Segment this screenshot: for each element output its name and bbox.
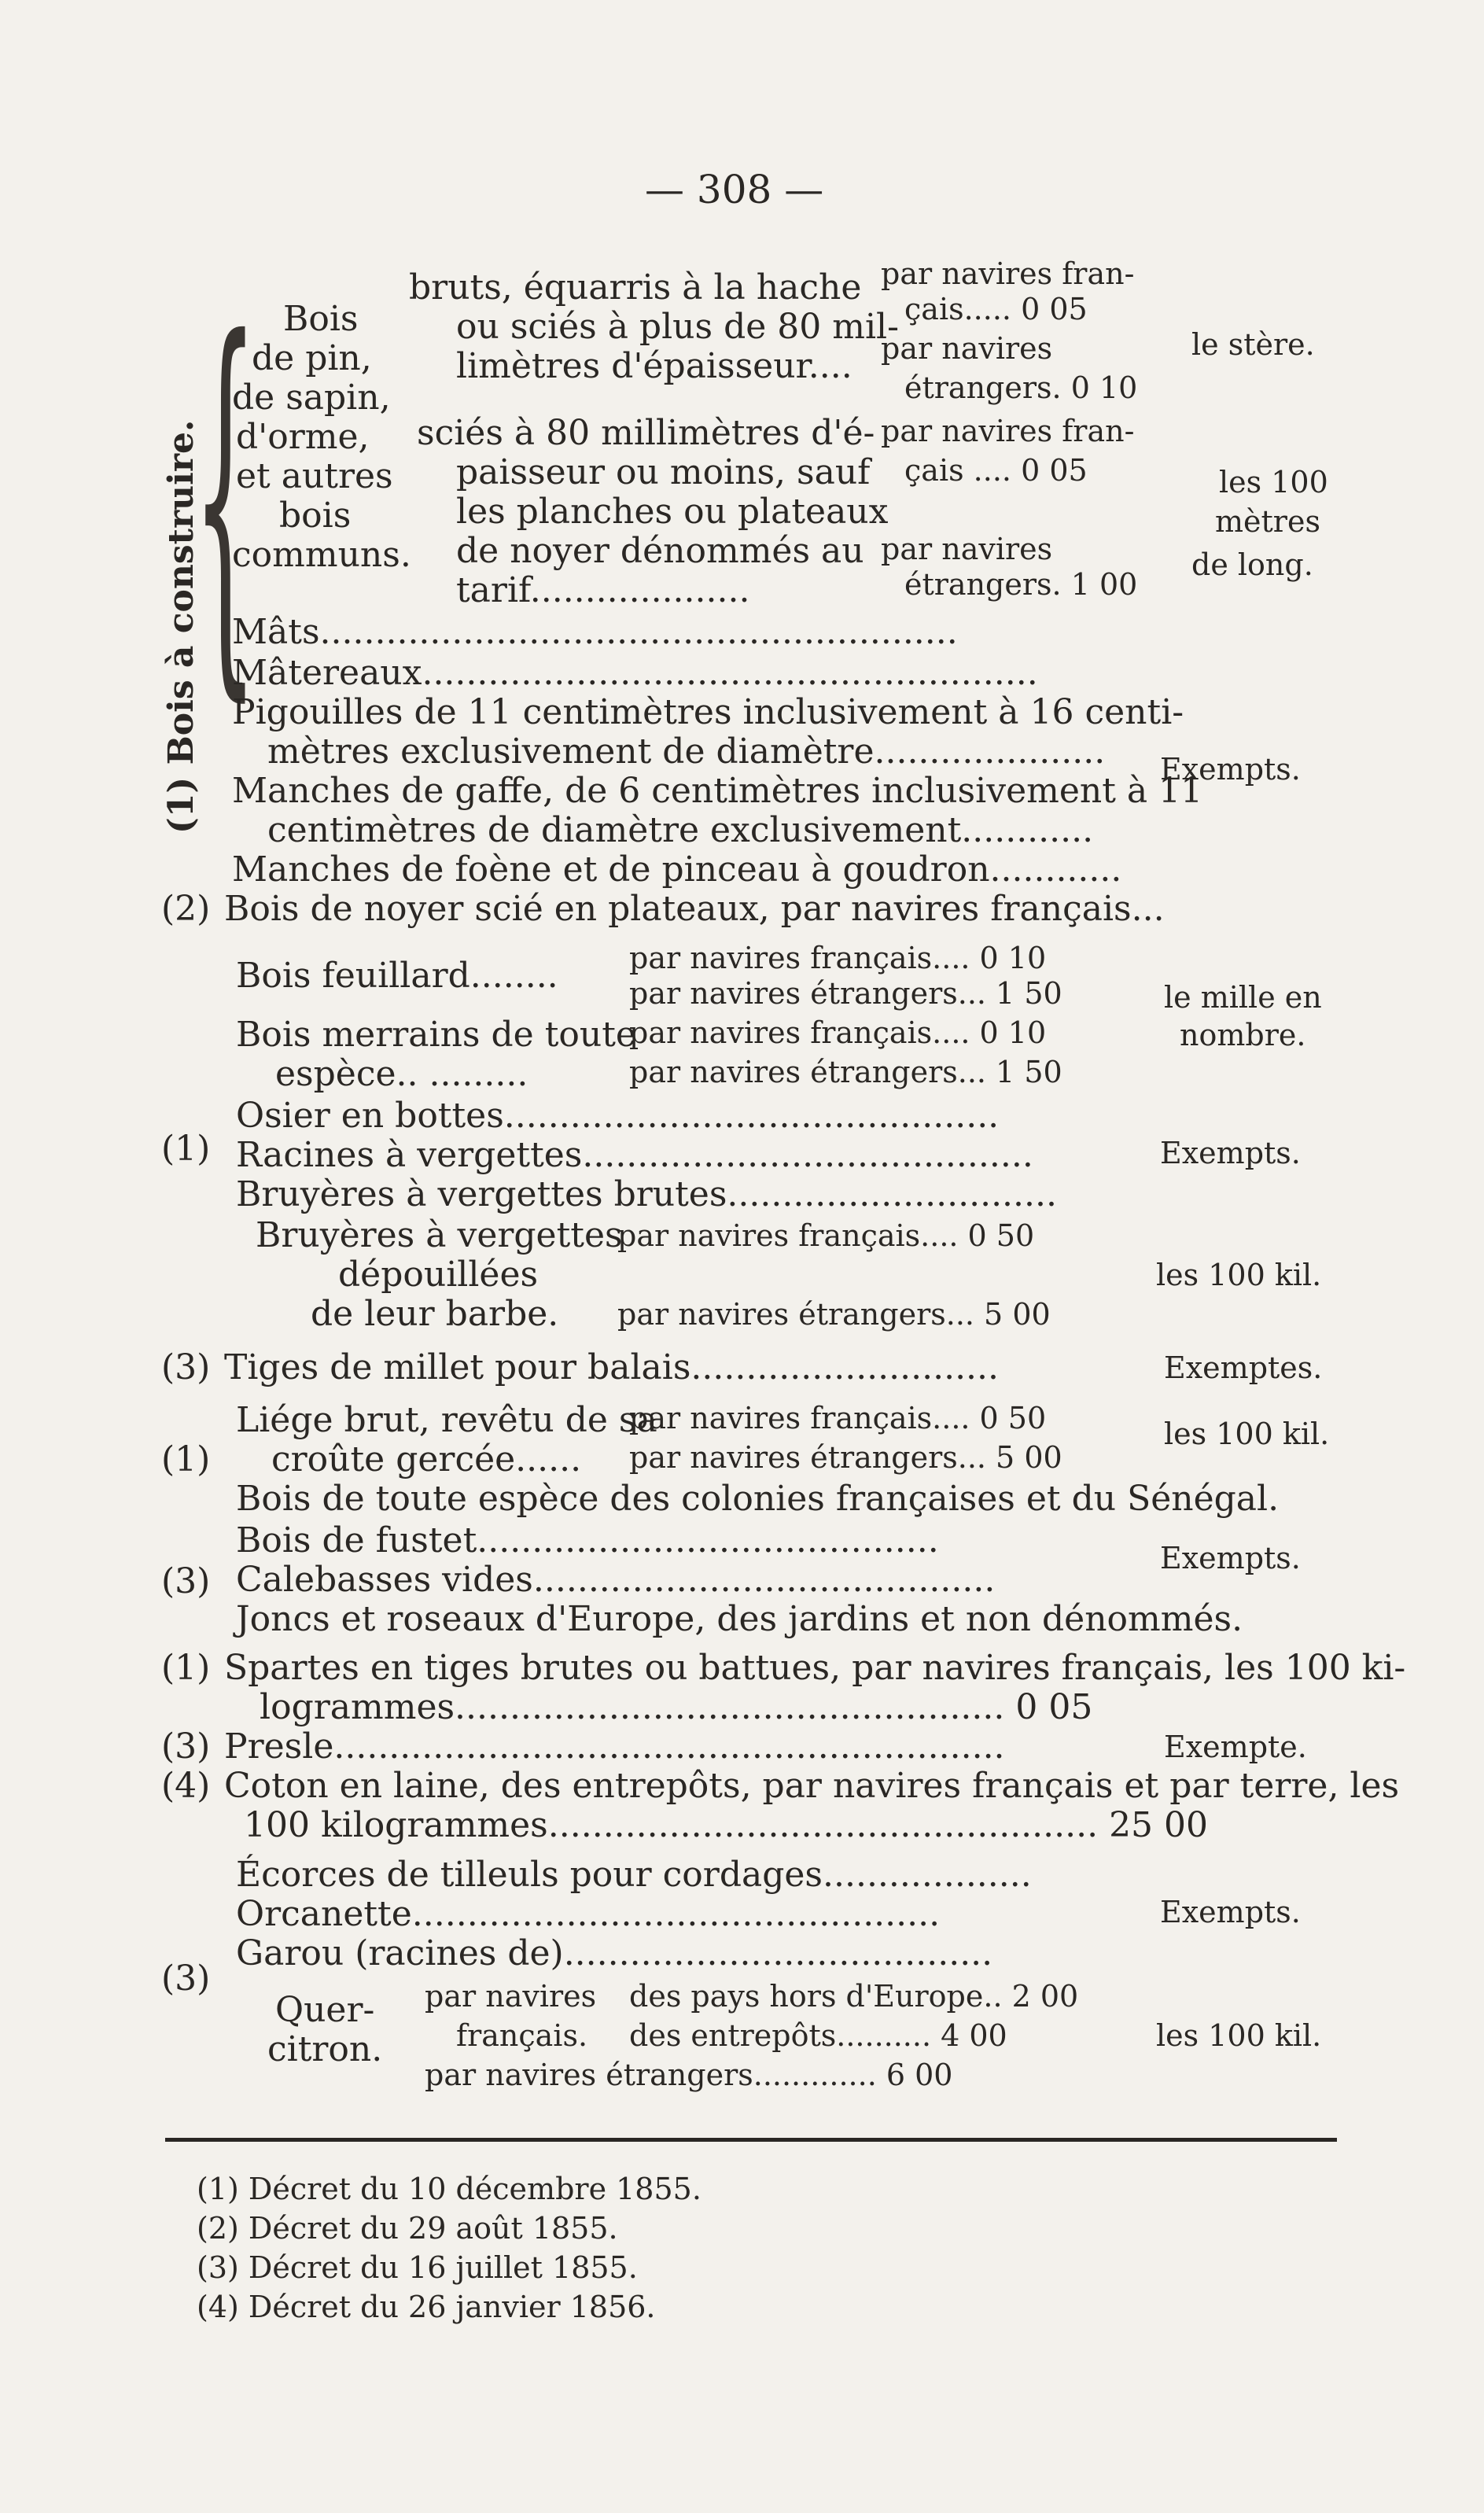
item-line: Mâtereaux........................................................ [232,653,1038,693]
title-line: d'orme, [236,417,370,457]
rate-line: par navires étrangers... 5 00 [617,1297,1051,1332]
section-text: Bois de noyer scié en plateaux, par navires français... [224,889,1165,929]
section-text: logrammes.................................................. 0 05 [260,1687,1093,1727]
unit-label: le stère. [1191,327,1315,362]
rate-line: par navires étrangers............. 6 00 [425,2058,953,2092]
unit-label: le mille en [1164,980,1322,1015]
item-line: espèce.. ......... [275,1054,528,1094]
group-b-line: paisseur ou moins, sauf [456,452,871,492]
item-line: Quer- [275,1990,375,2030]
page-number: — 308 — [645,167,824,212]
rate-line: étrangers. 0 10 [904,370,1138,405]
status-label: Exemptes. [1164,1350,1323,1385]
unit-label: nombre. [1180,1018,1306,1052]
unit-label: les 100 kil. [1156,2018,1322,2053]
rate-line: par navires français.... 0 50 [629,1401,1047,1435]
section-text: Spartes en tiges brutes ou battues, par navires français, les 100 ki- [224,1648,1406,1688]
section-text: Coton en laine, des entrepôts, par navires français et par terre, les [224,1766,1400,1806]
item-line: Osier en bottes............................................. [236,1096,1000,1136]
group-a-line: bruts, équarris à la hache [409,267,862,308]
group-b-line: sciés à 80 millimètres d'é- [417,413,875,453]
item-line: Pigouilles de 11 centimètres inclusivement à 16 centi- [232,692,1184,732]
item-line: citron. [267,2029,383,2069]
item-line: Écorces de tilleuls pour cordages................... [236,1855,1032,1895]
group-a-line: ou sciés à plus de 80 mil- [456,307,899,347]
item-line: Bruyères à vergettes [256,1215,623,1255]
footnote: (4) Décret du 26 janvier 1856. [197,2290,656,2324]
status-label: Exempte. [1164,1730,1307,1764]
status-label: Exempts. [1160,1895,1301,1929]
section-marker: (3) [161,1726,211,1767]
title-line: et autres [236,456,393,496]
section-brace: { [193,257,258,734]
rate-line: des entrepôts.......... 4 00 [629,2018,1007,2053]
rate-line: des pays hors d'Europe.. 2 00 [629,1979,1079,2014]
section-marker: (2) [161,889,211,929]
divider-rule [165,2138,1337,2142]
item-line: Joncs et roseaux d'Europe, des jardins et non dénommés. [236,1599,1243,1639]
section-marker: (1) [161,1648,211,1688]
item-line: Orcanette................................................ [236,1894,941,1934]
rate-line: français. [456,2018,588,2053]
group-b-line: les planches ou plateaux [456,492,889,532]
group-a-line: limètres d'épaisseur.... [456,346,852,386]
section-marker: (1) [161,1129,211,1169]
title-line: de pin, [252,338,372,378]
item-line: Bois merrains de toute [236,1015,636,1055]
rate-line: par navires fran- [881,414,1135,448]
section-marker: (3) [161,1347,211,1387]
unit-label: les 100 kil. [1156,1258,1322,1292]
item-line: Garou (racines de)....................................... [236,1933,993,1973]
item-line: Manches de gaffe, de 6 centimètres inclusivement à 11 [232,771,1203,811]
footnote: (2) Décret du 29 août 1855. [197,2211,618,2246]
item-line: Liége brut, revêtu de sa [236,1400,657,1440]
unit-label: les 100 [1219,465,1328,499]
item-line: Calebasses vides.......................................... [236,1560,996,1600]
group-b-line: tarif.................... [456,570,750,610]
title-line: de sapin, [232,378,391,418]
rate-line: par navires [881,331,1053,366]
rate-line: par navires [881,532,1053,566]
item-line: Bruyères à vergettes brutes.............................. [236,1174,1057,1214]
rate-line: çais..... 0 05 [904,292,1088,326]
rate-line: par navires français.... 0 50 [617,1218,1035,1253]
rate-line: çais .... 0 05 [904,453,1088,488]
item-line: croûte gercée...... [271,1439,582,1479]
rate-line: par navires [425,1979,597,2014]
section-text: 100 kilogrammes.................................................. 25 00 [244,1805,1209,1845]
rate-line: par navires fran- [881,256,1135,291]
status-label: Exempts. [1160,752,1301,787]
rate-line: par navires étrangers... 1 50 [629,976,1062,1011]
rate-line: par navires étrangers... 5 00 [629,1440,1062,1475]
item-line: Bois de fustet.......................................... [236,1520,939,1560]
item-line: mètres exclusivement de diamètre..................... [267,731,1106,772]
rate-line: étrangers. 1 00 [904,567,1138,602]
footnote: (3) Décret du 16 juillet 1855. [197,2250,638,2285]
item-line: Racines à vergettes......................................... [236,1135,1033,1175]
unit-label: les 100 kil. [1164,1417,1330,1451]
section-marker-bois: (1) Bois à construire. [161,419,201,834]
rate-line: par navires étrangers... 1 50 [629,1055,1062,1089]
footnote: (1) Décret du 10 décembre 1855. [197,2172,701,2206]
item-line: Bois feuillard........ [236,956,558,996]
item-line: centimètres de diamètre exclusivement............ [267,810,1094,850]
section-marker: (3) [161,1958,211,1999]
item-line: Bois de toute espèce des colonies françaises et du Sénégal. [236,1479,1280,1519]
rate-line: par navires français.... 0 10 [629,941,1047,975]
section-text: Tiges de millet pour balais............................ [224,1347,1000,1387]
title-line: bois [279,496,352,536]
section-marker: (1) [161,1439,211,1479]
title-line: communs. [232,535,411,575]
unit-label: de long. [1191,547,1313,582]
group-b-line: de noyer dénommés au [456,531,864,571]
section-text: Presle............................................................. [224,1726,1005,1767]
unit-label: mètres [1215,504,1320,539]
item-line: de leur barbe. [311,1294,559,1334]
rate-line: par navires français.... 0 10 [629,1015,1047,1050]
status-label: Exempts. [1160,1136,1301,1170]
section-marker: (4) [161,1766,211,1806]
item-line: dépouillées [338,1255,539,1295]
section-marker: (3) [161,1561,211,1601]
title-line: Bois [283,299,359,339]
item-line: Mâts.......................................................... [232,612,958,652]
item-line: Manches de foène et de pinceau à goudron............ [232,849,1122,890]
status-label: Exempts. [1160,1541,1301,1575]
